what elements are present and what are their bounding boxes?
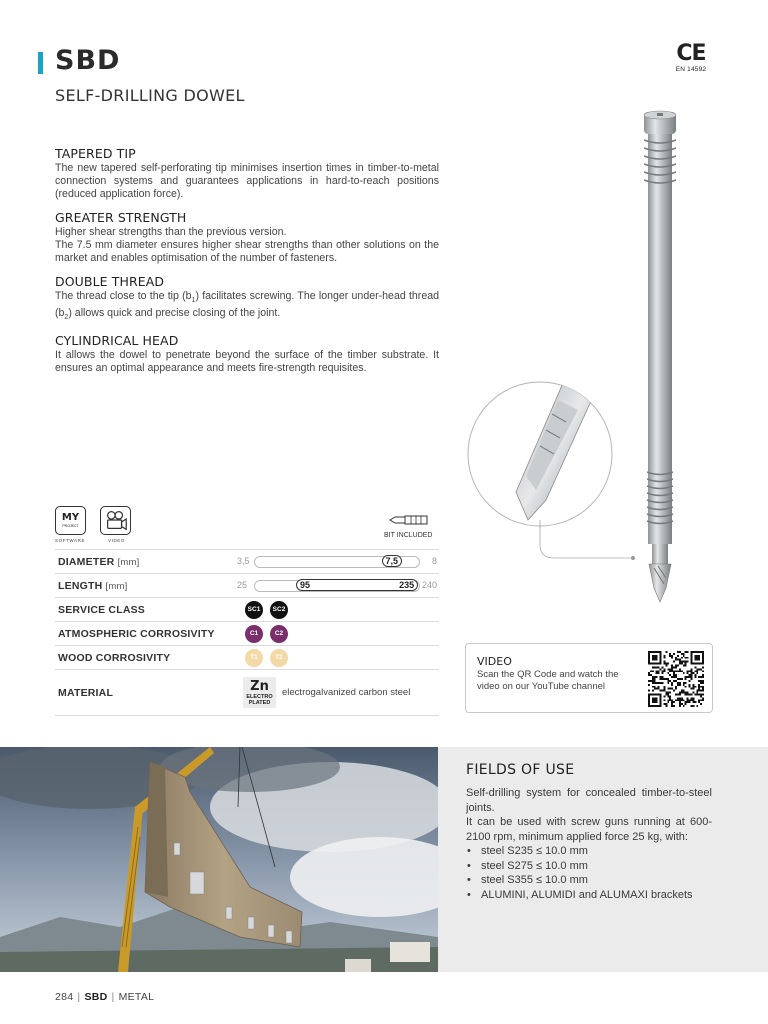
spec-label [58,556,139,568]
feature-heading: TAPERED TIP [55,146,136,161]
spec-label [58,580,127,592]
subscript: 2 [64,314,69,322]
footer-section: METAL [118,991,155,1003]
spec-table [55,549,439,716]
feature-text [55,290,439,324]
fields-paragraph: Self-drilling system for concealed timber-to-steel joints. [466,787,712,814]
title-accent-bar [38,52,43,74]
range-max: 240 [421,579,437,590]
badge-group [245,625,288,643]
video-box [465,643,713,713]
video-camera-icon[interactable] [100,506,131,535]
feature-cylindrical-head [55,333,439,375]
atmospheric-badge: C2 [270,625,288,643]
spec-row-length [55,573,439,597]
range-min: 3,5 [237,555,250,566]
spec-unit: [mm] [117,556,140,568]
electro-label: ELECTRO [246,694,273,700]
camera-glyph [102,507,130,533]
feature-text-line: Higher shear strengths than the previous version. [55,226,287,238]
callout-line [530,520,640,565]
feature-text: The new tapered self-perforating tip minimises insertion times in timber-to-metal connection systems and guarantees applications in hard-to-reach positions (reduced application force). [55,162,439,200]
feature-text-part: The thread close to the tip (b [55,290,192,302]
range-min: 25 [237,579,248,590]
zinc-plated-icon [243,677,276,708]
page-footer [55,991,154,1003]
feature-double-thread [55,274,439,324]
length-range [237,580,437,592]
feature-heading: GREATER STRENGTH [55,210,187,225]
qr-code[interactable] [647,651,705,707]
spec-label: ATMOSPHERIC CORROSIVITY [58,627,215,640]
ce-logo: CE [676,41,706,66]
spec-row-wood [55,645,439,669]
fields-list-item: • steel S275 ≤ 10.0 mm [466,859,726,874]
video-caption: VIDEO [108,538,126,543]
fields-list-item: • steel S355 ≤ 10.0 mm [466,873,726,888]
spec-unit: [mm] [105,580,128,592]
badge-group [245,649,288,667]
service-class-badge: SC2 [270,601,288,619]
wood-badge: T1 [245,649,263,667]
spec-label-text: LENGTH [58,579,103,592]
range-value-to: 235 [399,579,415,590]
feature-text: It allows the dowel to penetrate beyond the surface of the timber substrate. It ensures an optimal appearance and meets fire-strength requisites. [55,349,439,375]
video-text: Scan the QR Code and watch the video on our YouTube channel [477,669,619,692]
page-number: 284 [55,991,74,1003]
software-caption: SOFTWARE [55,538,86,543]
subscript: 1 [191,297,196,305]
fields-list-item: • steel S235 ≤ 10.0 mm [466,844,726,859]
spec-row-atmospheric [55,621,439,645]
feature-text [55,226,439,265]
feature-heading: DOUBLE THREAD [55,274,165,289]
construction-photo [0,747,438,972]
feature-greater-strength [55,210,439,265]
spec-row-material [55,669,439,716]
fields-list-item: • ALUMINI, ALUMIDI and ALUMAXI brackets [466,888,726,903]
spec-row-service-class [55,597,439,621]
myproject-sub: PROJECT [62,524,79,528]
myproject-software-icon[interactable] [55,506,86,535]
feature-list [55,146,439,384]
page-subtitle: SELF-DRILLING DOWEL [55,86,245,105]
feature-heading: CYLINDRICAL HEAD [55,333,179,349]
range-max: 8 [431,555,437,566]
range-value: 7,5 [382,555,403,567]
badge-group [245,601,288,619]
video-title: VIDEO [477,655,512,668]
screw-illustration [636,108,684,608]
spec-row-diameter [55,549,439,573]
bit-included-label: BIT INCLUDED [384,532,433,539]
footer-separator: | [77,991,81,1003]
spec-label: SERVICE CLASS [58,603,146,616]
service-class-badge: SC1 [245,601,263,619]
feature-text-part: ) facilitates screwing. The longer under-head thread (b [55,290,439,320]
feature-text-line: The 7.5 mm diameter ensures higher shear strengths than other solutions on the market and enables optimisation of the number of fasteners. [55,239,439,264]
fields-list [466,844,726,902]
screwdriver-bit-icon [389,513,429,527]
atmospheric-badge: C1 [245,625,263,643]
fields-title: FIELDS OF USE [466,762,575,778]
zinc-symbol: Zn [250,679,269,694]
feature-text-part: ) allows quick and precise closing of the joint. [68,307,281,320]
spec-label-text: DIAMETER [58,555,115,568]
footer-product: SBD [84,991,108,1003]
range-value [296,579,418,591]
spec-label: MATERIAL [58,686,114,699]
footer-separator: | [111,991,115,1003]
feature-tapered-tip [55,146,439,201]
fields-paragraph: It can be used with screw guns running at 600-2100 rpm, minimum applied force 25 kg, with: [466,816,712,843]
spec-label: WOOD CORROSIVITY [58,651,171,664]
tip-detail-magnifier [466,380,614,528]
material-text: electrogalvanized carbon steel [282,687,411,698]
myproject-text: MY [61,512,80,523]
range-value-from: 95 [300,579,311,590]
plated-label: PLATED [248,700,271,706]
ce-standard: EN 14592 [675,66,707,73]
page-title: SBD [55,45,121,76]
wood-badge: T2 [270,649,288,667]
diameter-range [237,556,437,568]
ce-mark [671,42,711,73]
fields-of-use-panel [438,747,768,972]
